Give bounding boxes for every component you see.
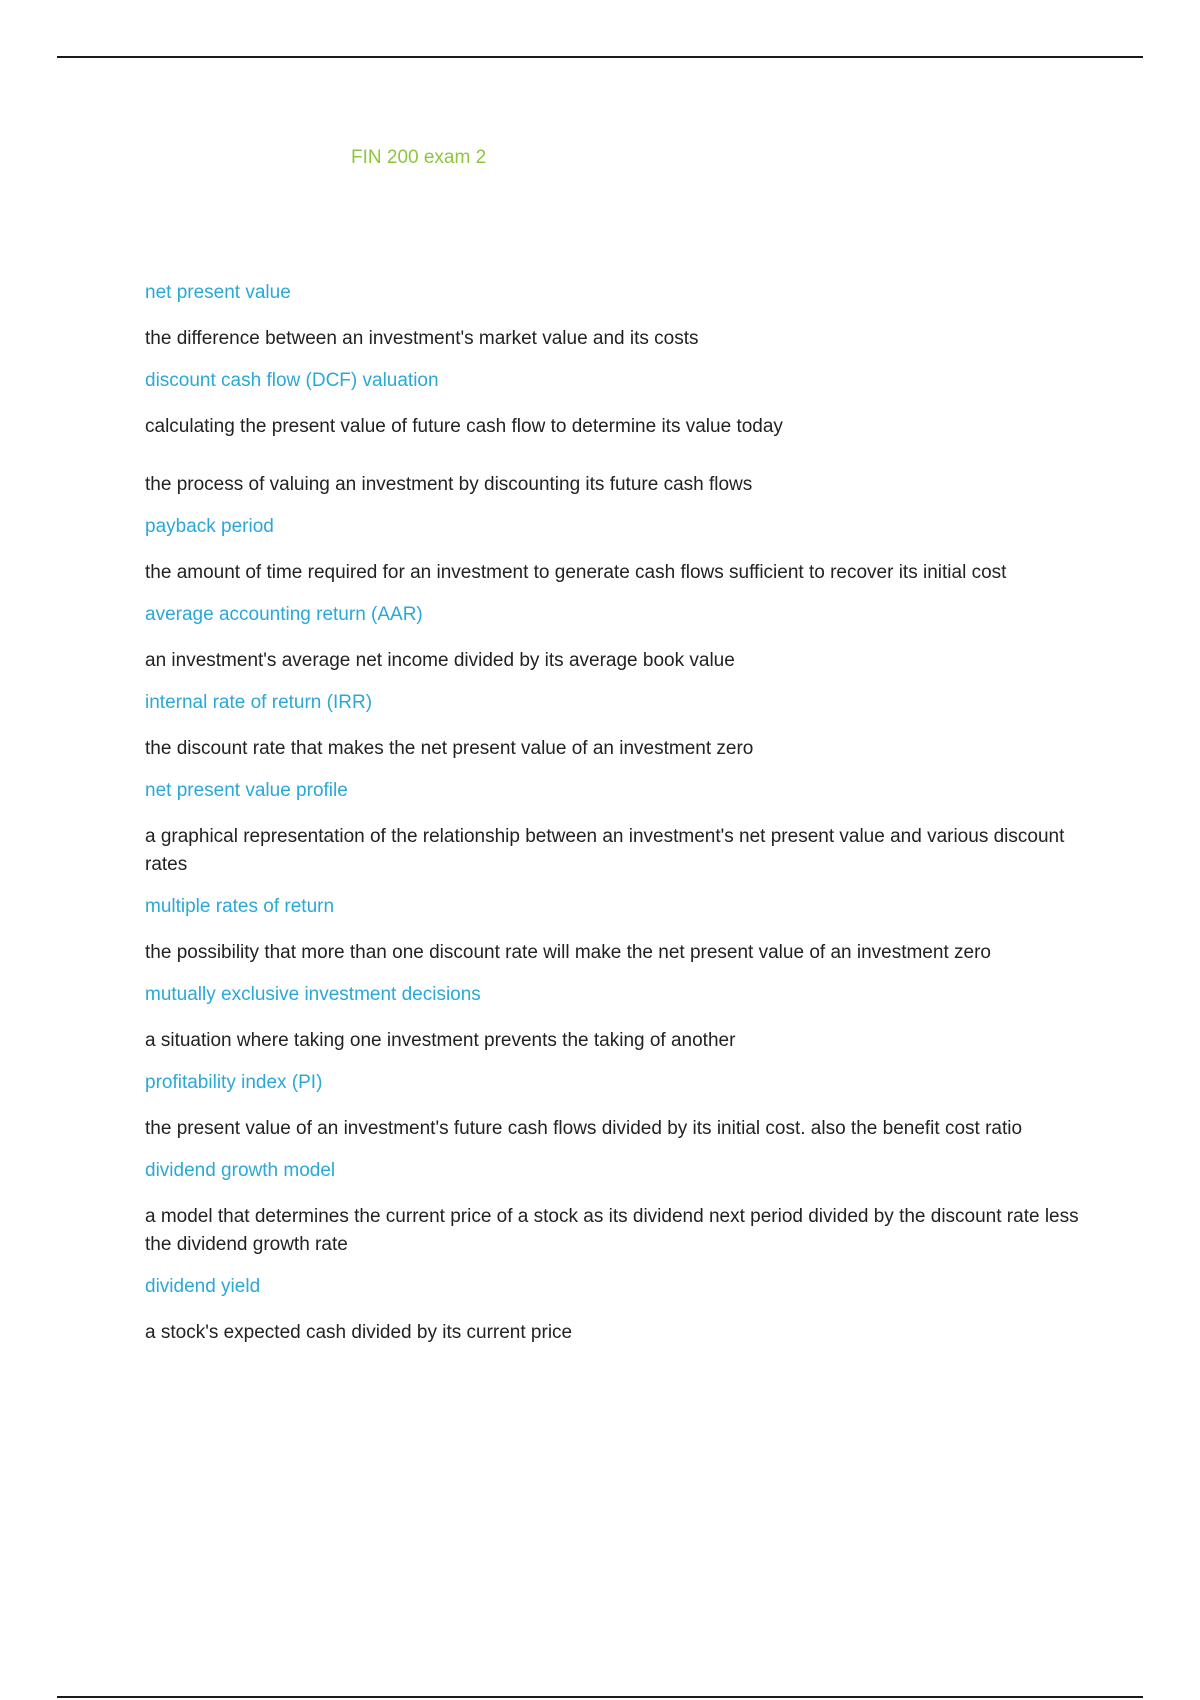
term-label: mutually exclusive investment decisions (145, 984, 481, 1005)
term-definition: the difference between an investment's market value and its costs (145, 328, 699, 349)
term-label: multiple rates of return (145, 896, 335, 917)
term-label: dividend growth model (145, 1160, 336, 1181)
term-label: payback period (145, 516, 274, 537)
term-definition: the present value of an investment's future cash flows divided by its initial cost. also the benefit cost ratio (145, 1118, 1023, 1139)
term-entry (145, 1071, 1085, 1143)
term-entry (145, 895, 1085, 967)
term-definition: an investment's average net income divided by its average book value (145, 650, 735, 671)
term-label: internal rate of return (IRR) (145, 692, 373, 713)
document-title: FIN 200 exam 2 (351, 147, 487, 168)
term-definition: the process of valuing an investment by discounting its future cash flows (145, 474, 753, 495)
term-label: dividend yield (145, 1276, 261, 1297)
term-entry (145, 1159, 1085, 1259)
term-definition: a stock's expected cash divided by its current price (145, 1322, 573, 1343)
term-entry (145, 281, 1085, 353)
header-rule (57, 56, 1143, 58)
term-definition: the possibility that more than one discount rate will make the net present value of an investment zero (145, 942, 991, 963)
term-definition: a graphical representation of the relationship between an investment's net present value and various discount rates (145, 826, 1065, 875)
footer-rule (57, 1696, 1143, 1698)
term-label: profitability index (PI) (145, 1072, 323, 1093)
term-label: net present value (145, 282, 291, 303)
term-definition: a model that determines the current price of a stock as its dividend next period divided by the discount rate less the dividend growth rate (145, 1206, 1079, 1255)
term-label: average accounting return (AAR) (145, 604, 423, 625)
term-entry (145, 515, 1085, 587)
term-definition: the amount of time required for an investment to generate cash flows sufficient to recover its initial cost (145, 562, 1007, 583)
term-definition: calculating the present value of future cash flow to determine its value today (145, 416, 783, 437)
term-definition: a situation where taking one investment prevents the taking of another (145, 1030, 736, 1051)
term-entry (145, 369, 1085, 499)
term-list (145, 281, 1085, 1363)
term-entry (145, 1275, 1085, 1347)
term-label: discount cash flow (DCF) valuation (145, 370, 439, 391)
term-entry (145, 779, 1085, 879)
term-entry (145, 691, 1085, 763)
term-definition: the discount rate that makes the net present value of an investment zero (145, 738, 754, 759)
term-label: net present value profile (145, 780, 348, 801)
term-entry (145, 603, 1085, 675)
term-entry (145, 983, 1085, 1055)
